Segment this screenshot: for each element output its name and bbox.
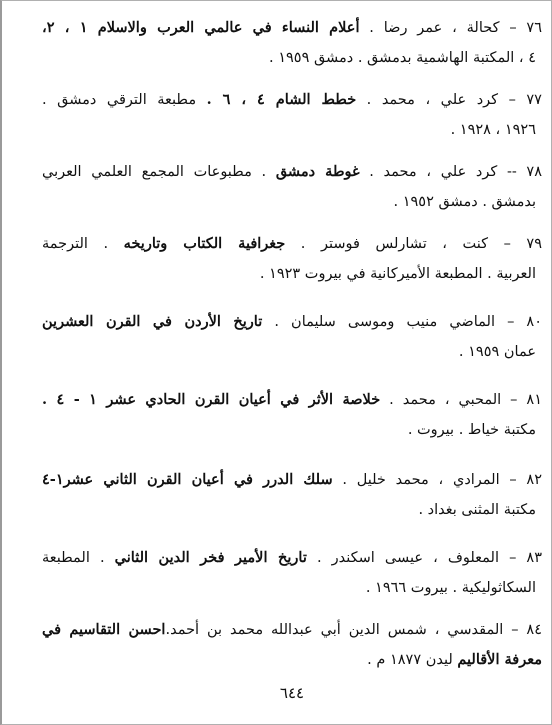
entry-title: تاريخ الأردن في القرن العشرين bbox=[42, 313, 263, 330]
entry-text: ٨٣ – المعلوف ، عيسى اسكندر . bbox=[306, 550, 542, 566]
entry-line bbox=[42, 645, 542, 675]
entry-title: خطط الشام ٤ ، ٦ . bbox=[206, 91, 357, 108]
entry-line bbox=[42, 259, 542, 289]
bibliography-entry-84 bbox=[42, 615, 542, 675]
entry-text: . مطبوعات المجمع العلمي العربي bbox=[42, 164, 276, 180]
entry-line bbox=[42, 13, 542, 43]
entry-text: ٧٧ – كرد علي ، محمد . bbox=[356, 92, 542, 108]
bibliography-entry-82 bbox=[42, 465, 542, 525]
entry-text: . المطبعة bbox=[42, 550, 115, 566]
entry-title: معرفة الأقاليم bbox=[457, 651, 542, 668]
bibliography-entry-77 bbox=[42, 85, 542, 145]
entry-line bbox=[42, 43, 542, 73]
entry-text: ٤ ، المكتبة الهاشمية بدمشق . دمشق ١٩٥٩ . bbox=[268, 50, 536, 66]
bibliography-entry-80 bbox=[42, 307, 542, 367]
entry-text: عمان ١٩٥٩ . bbox=[458, 344, 536, 360]
entry-text: ٧٦ – كحالة ، عمر رضا . bbox=[359, 20, 542, 36]
entry-line bbox=[42, 337, 542, 367]
entry-line bbox=[42, 115, 542, 145]
entry-line bbox=[42, 85, 542, 115]
document-page bbox=[42, 9, 542, 709]
bibliography-entry-83 bbox=[42, 543, 542, 603]
entry-text: ٨٠ – الماضي منيب وموسى سليمان . bbox=[262, 314, 542, 330]
entry-text: ٨٢ – المرادي ، محمد خليل . bbox=[332, 472, 542, 488]
entry-text: . الترجمة bbox=[42, 236, 124, 252]
entry-text: مطبعة الترقي دمشق . bbox=[42, 92, 207, 108]
entry-title: سلك الدرر في أعيان القرن الثاني عشر١-٤ bbox=[42, 471, 333, 488]
entry-title: غوطة دمشق bbox=[275, 163, 360, 180]
entry-text: ٨٤ – المقدسي ، شمس الدين أبي عبدالله محمد بن أحمد. bbox=[165, 622, 542, 638]
entry-line bbox=[42, 157, 542, 187]
bibliography-entry-78 bbox=[42, 157, 542, 217]
entry-line bbox=[42, 495, 542, 525]
entry-line bbox=[42, 543, 542, 573]
entry-title: جغرافية الكتاب وتاريخه bbox=[123, 235, 286, 252]
entry-line bbox=[42, 307, 542, 337]
entry-text: مكتبة خياط . بيروت . bbox=[407, 422, 536, 438]
entry-text: السكاثوليكية . بيروت ١٩٦٦ . bbox=[365, 580, 536, 596]
entry-text: ٨١ – المحبي ، محمد . bbox=[380, 392, 542, 408]
entry-text: ٧٩ – كنت ، تشارلس فوستر . bbox=[285, 236, 542, 252]
entry-line bbox=[42, 385, 542, 415]
page-number: ٦٤٤ bbox=[279, 684, 305, 702]
entry-line bbox=[42, 615, 542, 645]
entry-line bbox=[42, 229, 542, 259]
entry-line bbox=[42, 415, 542, 445]
entry-line bbox=[42, 465, 542, 495]
bibliography-entry-76 bbox=[42, 13, 542, 73]
entry-text: ١٩٢٦ ، ١٩٢٨ . bbox=[450, 122, 536, 138]
entry-line bbox=[42, 573, 542, 603]
entry-text: مكتبة المثنى بغداد . bbox=[418, 502, 536, 518]
bibliography-entry-79 bbox=[42, 229, 542, 289]
entry-line bbox=[42, 187, 542, 217]
entry-title: تاريخ الأمير فخر الدين الثاني bbox=[114, 549, 307, 566]
entry-text: ٧٨ -- كرد علي ، محمد . bbox=[359, 164, 542, 180]
entry-text: ليدن ١٨٧٧ م . bbox=[367, 652, 458, 668]
entry-title: احسن التقاسيم في bbox=[42, 621, 166, 638]
entry-title: خلاصة الأثر في أعيان القرن الحادي عشر ١ - ٤ . bbox=[42, 391, 381, 408]
entry-title: أعلام النساء في عالمي العرب والاسلام ١ ، ٢، bbox=[42, 19, 360, 36]
entry-text: بدمشق . دمشق ١٩٥٢ . bbox=[393, 194, 536, 210]
entry-text: العربية . المطبعة الأميركانية في بيروت ١٩٢٣ . bbox=[259, 266, 536, 282]
bibliography-entry-81 bbox=[42, 385, 542, 445]
